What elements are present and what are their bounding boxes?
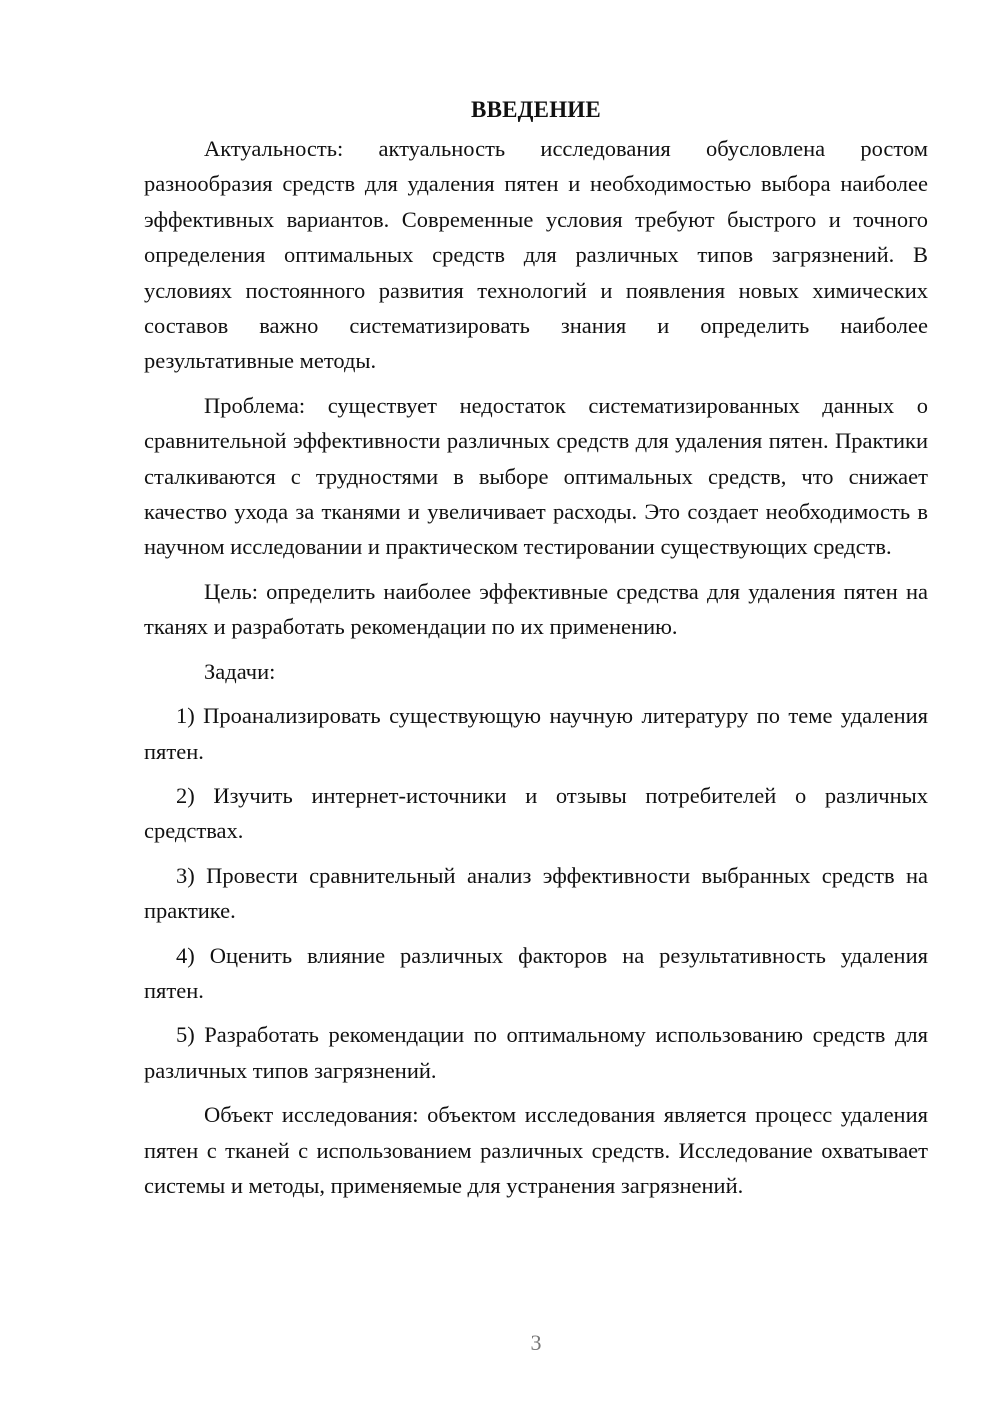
task-item-3: 3) Провести сравнительный анализ эффективности выбранных средств на практике. [144,862,928,924]
task-item-2: 2) Изучить интернет-источники и отзывы потребителей о различных средствах. [144,782,928,844]
page-number: 3 [530,1330,542,1355]
paragraph-problem: Проблема: существует недостаток систематизированных данных о сравнительной эффективности различных средств для удаления пятен. Практики сталкиваются с трудностями в выборе оптимальных средств, что снижает качество ухода за тканями и увеличивает расходы. Это создает необходимость в научном исследовании и практическом тестировании существующих средств. [144,392,928,560]
task-item-4: 4) Оценить влияние различных факторов на результативность удаления пятен. [144,942,928,1003]
tasks-label: Задачи: [204,658,276,684]
paragraph-goal: Цель: определить наиболее эффективные средства для удаления пятен на тканях и разработать рекомендации по их применению. [144,578,928,640]
section-heading: ВВЕДЕНИЕ [471,97,601,122]
paragraph-relevance: Актуальность: актуальность исследования обусловлена ростом разнообразия средств для удаления пятен и необходимостью выбора наиболее эффективных вариантов. Современные условия требуют быстрого и точного определения оптимальных средств для различных типов загрязнений. В условиях постоянного развития технологий и появления новых химических составов важно систематизировать знания и определить наиболее результативные методы. [144,136,928,374]
document-page [144,92,928,1212]
task-item-1: 1) Проанализировать существующую научную литературу по теме удаления пятен. [144,703,928,764]
paragraph-object: Объект исследования: объектом исследования является процесс удаления пятен с тканей с использованием различных средств. Исследование охватывает системы и методы, применяемые для устранения загрязнений. [144,1102,928,1198]
task-item-5: 5) Разработать рекомендации по оптимальному использованию средств для различных типов загрязнений. [144,1022,928,1083]
